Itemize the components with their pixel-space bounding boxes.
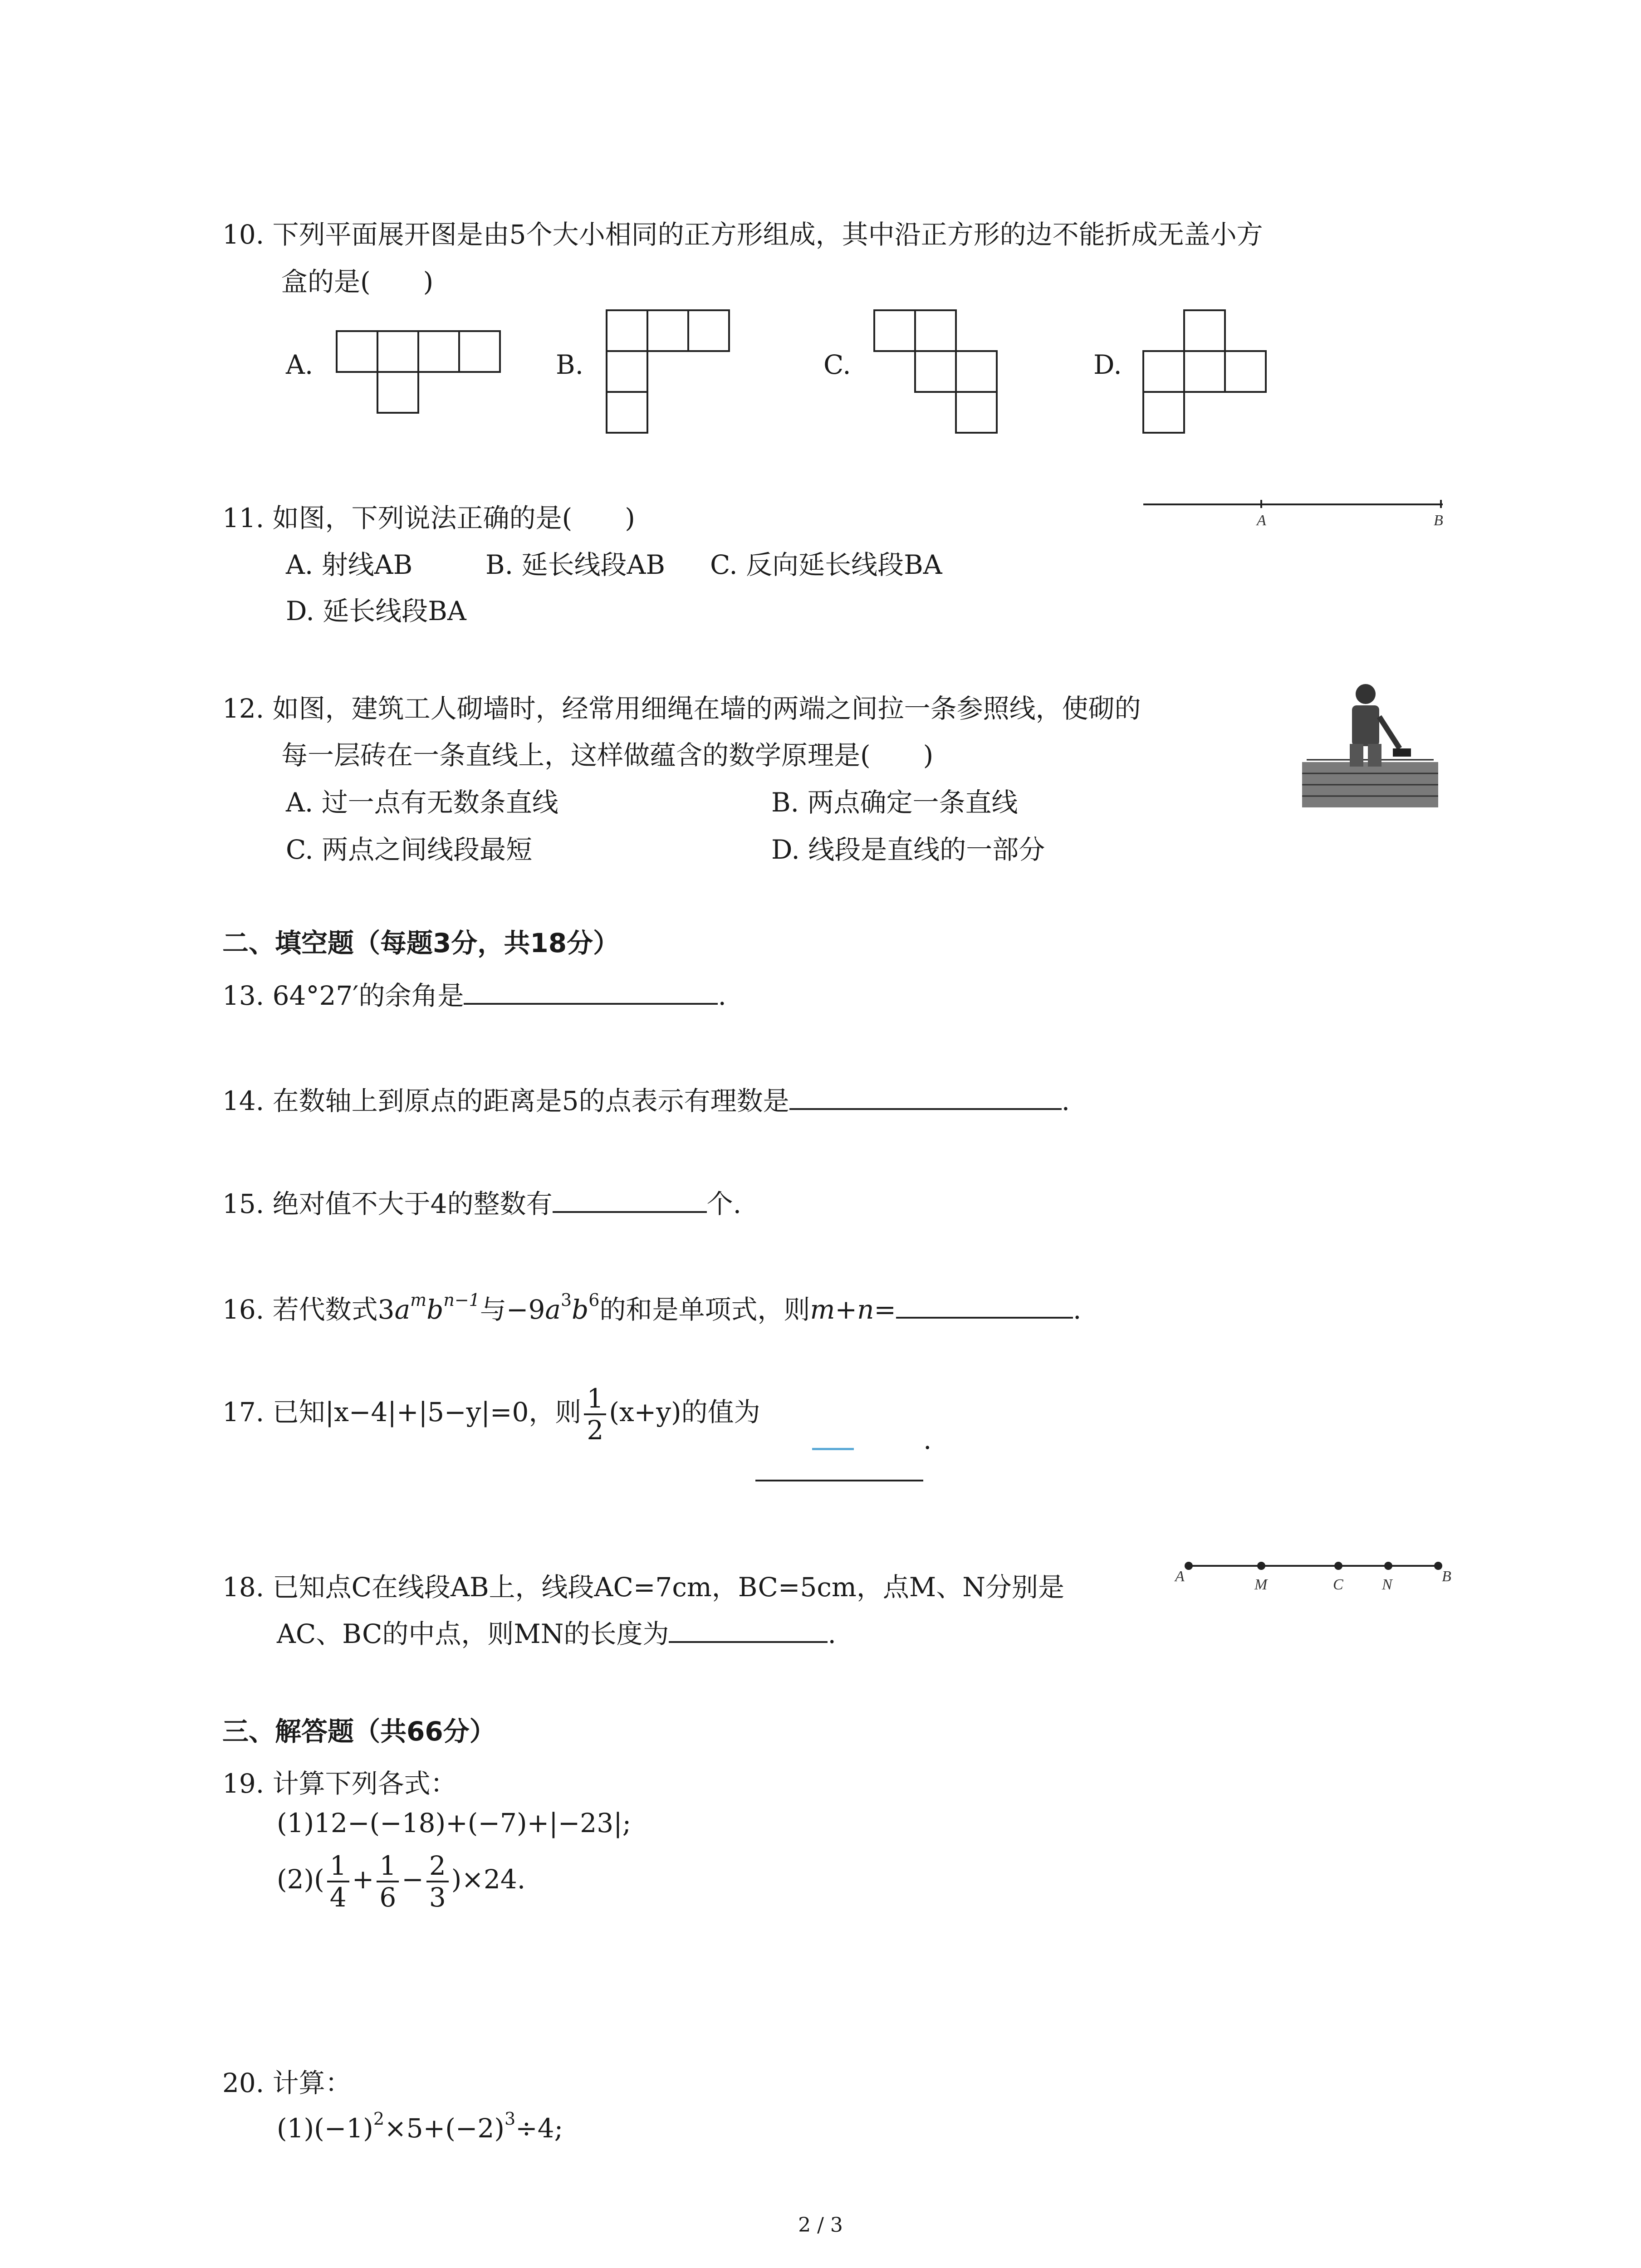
section-3-heading: 三、解答题（共66分） <box>222 1716 496 1747</box>
q10-option-c-label: C. <box>823 349 851 380</box>
q12-line1: 12. 如图，建筑工人砌墙时，经常用细绳在墙的两端之间拉一条参照线，使砌的 <box>222 693 1141 724</box>
q16-pre: 16. 若代数式3 <box>222 1294 395 1325</box>
q17-pre: 17. 已知|x−4|+|5−y|=0，则 <box>222 1397 582 1428</box>
q17-numerator: 1 <box>584 1383 606 1415</box>
section-2-heading: 二、填空题（每题3分，共18分） <box>222 928 620 958</box>
q12-option-d: D. 线段是直线的一部分 <box>771 834 1045 865</box>
q16-exp-6: 6 <box>588 1290 600 1310</box>
net-figure-a <box>336 330 508 416</box>
q11-option-b: B. 延长线段AB <box>485 549 666 580</box>
answer-blank[interactable] <box>464 977 718 1005</box>
q11-option-c: C. 反向延长线段BA <box>710 549 942 580</box>
q16-var-b2: b <box>572 1294 589 1325</box>
numerator: 2 <box>426 1851 449 1882</box>
net-figure-c <box>873 309 1000 436</box>
q18-line2-wrap <box>277 1613 836 1651</box>
fraction <box>426 1851 449 1912</box>
q12-option-a: A. 过一点有无数条直线 <box>286 787 558 818</box>
q13-end: . <box>718 980 726 1011</box>
q17-denominator: 2 <box>587 1415 604 1446</box>
q18-end: . <box>828 1618 836 1649</box>
q10-option-d-label: D. <box>1093 349 1122 380</box>
q16-end: . <box>1073 1294 1082 1325</box>
q20-p1-post: ÷4; <box>515 2113 563 2144</box>
numerator: 1 <box>327 1851 349 1882</box>
q16-exp-3: 3 <box>560 1290 572 1310</box>
denominator: 3 <box>429 1882 446 1913</box>
exponent: 3 <box>504 2109 516 2129</box>
q18-line1: 18. 已知点C在线段AB上，线段AC=7cm，BC=5cm，点M、N分别是 <box>222 1572 1065 1603</box>
page-number: 2 / 3 <box>798 2214 843 2237</box>
q17 <box>222 1383 760 1445</box>
fraction <box>377 1851 399 1912</box>
q15-stem: 15. 绝对值不大于4的整数有 <box>222 1188 553 1219</box>
label-a: A <box>1175 1568 1185 1585</box>
q16-mn: m+n= <box>810 1294 896 1325</box>
q12-option-c: C. 两点之间线段最短 <box>286 834 533 865</box>
q10-option-a-label: A. <box>286 349 314 380</box>
q20-p1-pre: (1)(−1) <box>277 2113 373 2144</box>
net-figure-d <box>1142 309 1269 436</box>
label-b: B <box>1434 512 1443 529</box>
q16-post: 的和是单项式，则 <box>599 1294 810 1325</box>
q14 <box>222 1080 1070 1118</box>
q19-part2 <box>277 1851 525 1912</box>
ray-figure <box>1143 494 1452 535</box>
label-b: B <box>1442 1568 1451 1585</box>
answer-blank[interactable] <box>789 1082 1062 1110</box>
denominator: 6 <box>379 1882 397 1913</box>
q20-stem: 20. 计算： <box>222 2068 352 2098</box>
answer-blank[interactable] <box>896 1290 1073 1319</box>
q13 <box>222 974 726 1012</box>
bricklayer-illustration <box>1302 680 1438 812</box>
q11-stem: 11. 如图，下列说法正确的是( ) <box>222 503 635 533</box>
label-c: C <box>1333 1576 1343 1593</box>
label-m: M <box>1254 1576 1268 1593</box>
q16 <box>222 1288 1081 1326</box>
q19-part1: (1)12−(−18)+(−7)+|−23|; <box>277 1808 632 1838</box>
q19-p2-pre: (2)( <box>277 1864 324 1895</box>
fraction <box>327 1851 349 1912</box>
plus-sign: + <box>352 1864 374 1895</box>
q10-line1: 10. 下列平面展开图是由5个大小相同的正方形组成，其中沿正方形的边不能折成无盖小方 <box>222 219 1263 250</box>
q20-part1 <box>277 2109 563 2144</box>
q10-option-b-label: B. <box>556 349 584 380</box>
q19-p2-post: )×24. <box>451 1864 526 1895</box>
q16-exp-n1: n−1 <box>443 1290 480 1310</box>
segment-figure <box>1175 1556 1456 1597</box>
answer-blank[interactable] <box>669 1615 828 1643</box>
q16-var-b: b <box>426 1294 444 1325</box>
q13-stem: 13. 64°27′的余角是 <box>222 980 464 1011</box>
q14-end: . <box>1061 1085 1070 1116</box>
q17-expr: (x+y)的值为 <box>609 1397 760 1428</box>
exponent: 2 <box>373 2109 385 2129</box>
q16-exp-m: m <box>410 1290 427 1310</box>
q17-answer-mark <box>812 1448 854 1450</box>
q19-stem: 19. 计算下列各式： <box>222 1768 457 1799</box>
answer-blank[interactable] <box>553 1185 707 1213</box>
q16-var-a2: a <box>545 1294 561 1325</box>
net-figure-b <box>606 309 733 436</box>
denominator: 4 <box>329 1882 347 1913</box>
q16-var-a: a <box>394 1294 411 1325</box>
q10-line2: 盒的是( ) <box>281 266 434 297</box>
q18-line2: AC、BC的中点，则MN的长度为 <box>277 1618 669 1649</box>
q16-mid: 与−9 <box>480 1294 545 1325</box>
q17-fraction <box>584 1383 606 1445</box>
answer-blank[interactable] <box>755 1478 923 1481</box>
q11-option-d: D. 延长线段BA <box>286 596 466 626</box>
q20-p1-mid: ×5+(−2) <box>384 2113 505 2144</box>
q17-end: . <box>923 1424 932 1455</box>
label-a: A <box>1257 512 1266 529</box>
q11-option-a: A. 射线AB <box>286 549 413 580</box>
minus-sign: − <box>402 1864 424 1895</box>
q12-option-b: B. 两点确定一条直线 <box>771 787 1018 818</box>
numerator: 1 <box>377 1851 399 1882</box>
label-n: N <box>1382 1576 1392 1593</box>
q14-stem: 14. 在数轴上到原点的距离是5的点表示有理数是 <box>222 1085 789 1116</box>
q12-line2: 每一层砖在一条直线上，这样做蕴含的数学原理是( ) <box>281 740 934 771</box>
q15-end: 个. <box>706 1188 742 1219</box>
q15 <box>222 1183 741 1221</box>
